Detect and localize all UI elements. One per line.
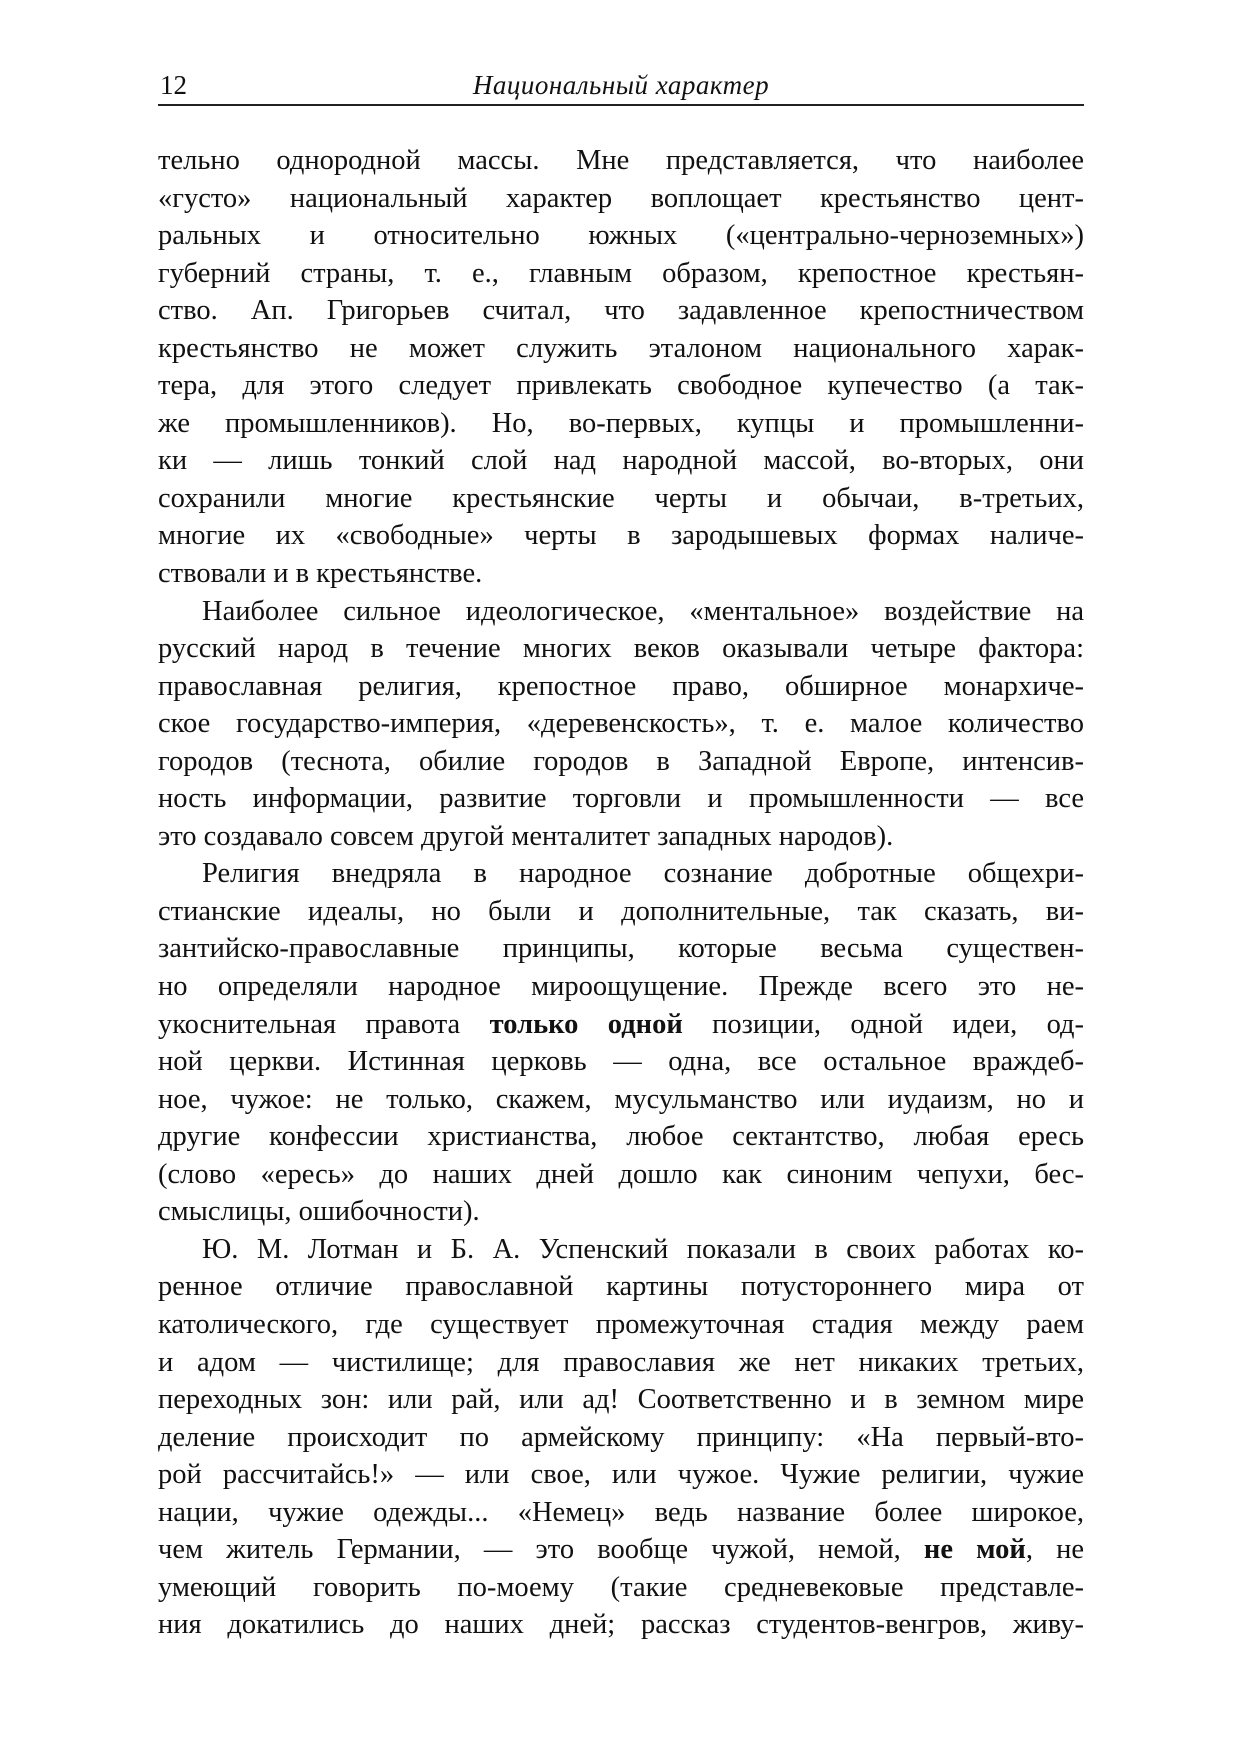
running-title: Национальный характер xyxy=(472,70,770,100)
text-line: деление происходит по армейскому принципу: «На первый-вто- xyxy=(158,1421,1084,1453)
page-number: 12 xyxy=(160,70,187,100)
body-text xyxy=(158,142,1084,1644)
text-line: многие их «свободные» черты в зародышевых формах наличе- xyxy=(158,520,1084,552)
text-line: зантийско-православные принципы, которые весьма существен- xyxy=(158,933,1084,965)
text-line: тельно однородной массы. Мне представляется, что наиболее xyxy=(158,145,1084,176)
text-fragment: чем житель Германии, — это вообще чужой, немой, xyxy=(158,1534,924,1566)
text-line: же промышленников). Но, во-первых, купцы и промышленни- xyxy=(158,407,1084,439)
text-line: нации, чужие одежды... «Немец» ведь название более широкое, xyxy=(158,1496,1084,1528)
text-line: православная религия, крепостное право, обширное монархиче- xyxy=(158,670,1084,702)
text-fragment: позиции, одной идеи, од- xyxy=(682,1008,1084,1040)
bold-emphasis: только одной xyxy=(489,1008,683,1040)
text-line: крестьянство не может служить эталоном национального харак- xyxy=(158,332,1084,364)
text-line: ность информации, развитие торговли и промышленности — все xyxy=(158,783,1084,815)
text-line: (слово «ересь» до наших дней дошло как синоним чепухи, бес- xyxy=(158,1158,1084,1190)
text-line: ское государство-империя, «деревенскость», т. е. малое количество xyxy=(158,708,1084,740)
text-line: Наиболее сильное идеологическое, «ментальное» воздействие на xyxy=(202,595,1084,627)
text-fragment: , не xyxy=(1025,1534,1085,1566)
text-line: «густо» национальный характер воплощает крестьянство цент- xyxy=(158,182,1084,214)
text-line: ной церкви. Истинная церковь — одна, все остальное враждеб- xyxy=(158,1046,1084,1078)
text-line-with-emphasis xyxy=(158,1006,1084,1044)
text-line: умеющий говорить по-моему (такие средневековые представле- xyxy=(158,1571,1084,1603)
text-line: ное, чужое: не только, скажем, мусульманство или иудаизм, но и xyxy=(158,1083,1084,1115)
text-line: тера, для этого следует привлекать свободное купечество (а так- xyxy=(158,370,1084,402)
text-line: сохранили многие крестьянские черты и обычаи, в-третьих, xyxy=(158,482,1084,514)
text-line: смыслицы, ошибочности). xyxy=(158,1196,480,1228)
bold-emphasis: не мой xyxy=(923,1534,1026,1566)
text-line: но определяли народное мироощущение. Прежде всего это не- xyxy=(158,971,1084,1003)
text-line: это создавало совсем другой менталитет западных народов). xyxy=(158,820,894,852)
text-line: другие конфессии христианства, любое сектантство, любая ересь xyxy=(158,1121,1084,1153)
text-line: стианские идеалы, но были и дополнительные, так сказать, ви- xyxy=(158,895,1084,927)
text-line: переходных зон: или рай, или ад! Соответственно и в земном мире xyxy=(158,1384,1084,1416)
text-line: ки — лишь тонкий слой над народной массой, во-вторых, они xyxy=(158,445,1084,477)
text-line: ствовали и в крестьянстве. xyxy=(158,558,483,590)
text-line: Ю. М. Лотман и Б. А. Успенский показали в своих работах ко- xyxy=(202,1233,1084,1265)
text-line: русский народ в течение многих веков оказывали четыре фактора: xyxy=(158,633,1084,665)
text-line: ренное отличие православной картины потустороннего мира от xyxy=(158,1271,1084,1303)
text-line: и адом — чистилище; для православия же нет никаких третьих, xyxy=(158,1346,1084,1378)
text-line: ство. Ап. Григорьев считал, что задавленное крепостничеством xyxy=(158,295,1084,327)
text-line: ния докатились до наших дней; рассказ студентов-венгров, живу- xyxy=(158,1609,1084,1641)
page-header xyxy=(158,58,1084,106)
text-line: Религия внедряла в народное сознание добротные общехри- xyxy=(202,858,1084,890)
text-line: городов (теснота, обилие городов в Западной Европе, интенсив- xyxy=(158,745,1084,777)
text-line: ральных и относительно южных («центрально-черноземных») xyxy=(158,220,1084,252)
text-line: католического, где существует промежуточная стадия между раем xyxy=(158,1308,1084,1340)
text-line-with-emphasis xyxy=(158,1531,1084,1569)
text-fragment: укоснительная правота xyxy=(158,1008,490,1040)
text-line: губерний страны, т. е., главным образом, крепостное крестьян- xyxy=(158,257,1084,289)
text-line: рой рассчитайсь!» — или свое, или чужое. Чужие религии, чужие xyxy=(158,1459,1084,1491)
